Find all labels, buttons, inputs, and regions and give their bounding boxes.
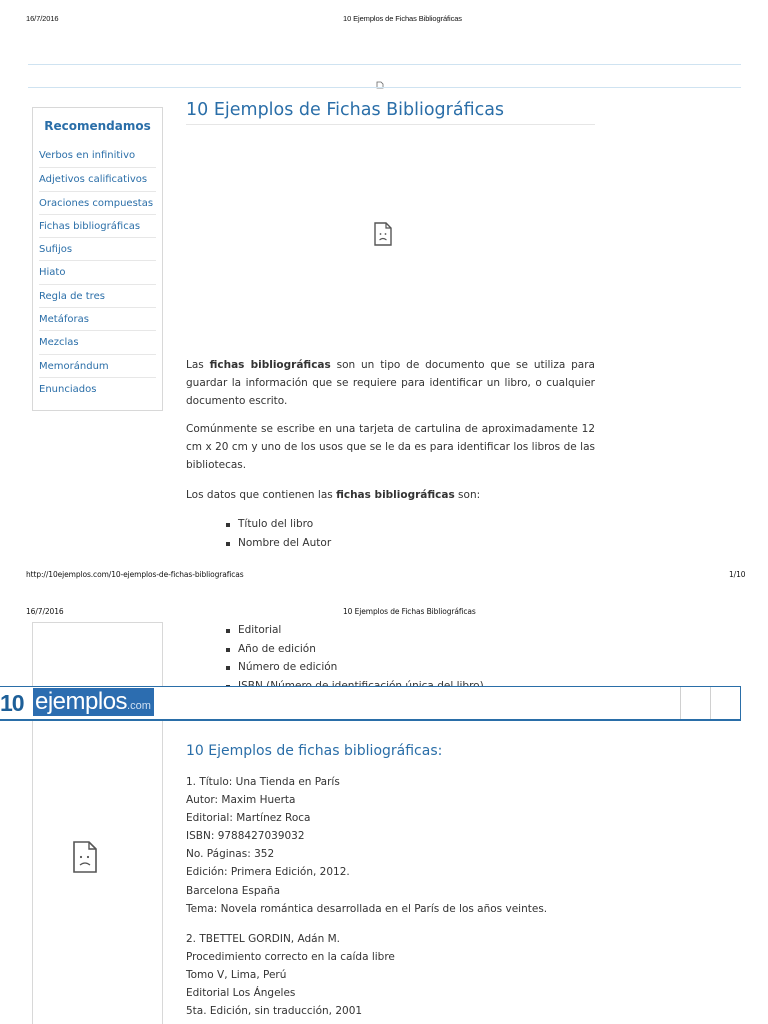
intro-text-post: son un tipo de documento que se utiliza para guardar la información que se requiere para identificar un libro, o cualquier documento escrito. (186, 359, 595, 407)
example-line: Tomo V, Lima, Perú (186, 969, 287, 982)
site-header (0, 686, 741, 720)
print-url: http://10ejemplos.com/10-ejemplos-de-fichas-bibliograficas (26, 570, 244, 579)
example-line: Edición: Primera Edición, 2012. (186, 866, 350, 879)
sidebar-link[interactable]: Enunciados (39, 377, 156, 400)
example-line: No. Páginas: 352 (186, 848, 275, 861)
sidebar-list (33, 144, 162, 400)
example-line: 2. TBETTEL GORDIN, Adán M. (186, 933, 340, 945)
data-list-page1 (226, 515, 331, 552)
print-date-page2: 16/7/2016 (26, 607, 64, 616)
usage-paragraph: Comúnmente se escribe en una tarjeta de cartulina de aproximadamente 12 cm x 20 cm y uno de los usos que se le da es para identificar los libros de las bibliotecas. (186, 423, 595, 471)
sidebar-link[interactable]: Hiato (39, 260, 156, 283)
sidebar-link[interactable]: Adjetivos calificativos (39, 167, 156, 190)
intro-text-pre: Las (186, 359, 210, 371)
intro-bold-term: fichas bibliográficas (209, 359, 331, 371)
header-underline (0, 719, 741, 721)
sidebar-link[interactable]: Fichas bibliográficas (39, 214, 156, 237)
print-page-number: 1/10 (729, 570, 746, 579)
list-item: Número de edición (226, 658, 504, 677)
site-logo-word: ejemplos (35, 688, 128, 715)
broken-image-icon (373, 222, 393, 250)
example-2 (186, 930, 395, 1020)
list-item: Título del libro (226, 515, 331, 534)
print-date: 16/7/2016 (26, 14, 59, 23)
list-item: Nombre del Autor (226, 534, 331, 553)
sidebar-link[interactable]: Mezclas (39, 330, 156, 353)
example-line: Autor: Maxim Huerta (186, 794, 296, 807)
sidebar-link[interactable]: Oraciones compuestas (39, 191, 156, 214)
data-text-pre: Los datos que contienen las (186, 489, 337, 501)
sidebar-link[interactable]: Metáforas (39, 307, 156, 330)
sidebar-title: Recomendamos (44, 119, 151, 133)
search-button[interactable] (680, 687, 711, 719)
top-divider (28, 64, 741, 65)
broken-image-icon (71, 841, 99, 877)
example-line: Procedimiento correcto en la caída libre (186, 951, 395, 964)
sidebar-link[interactable]: Verbos en infinitivo (39, 150, 136, 161)
sidebar-link[interactable]: Memorándum (39, 354, 156, 377)
example-line: 5ta. Edición, sin traducción, 2001 (186, 1005, 363, 1018)
list-item: Año de edición (226, 640, 504, 659)
nav-divider (28, 87, 741, 88)
data-paragraph (186, 486, 595, 504)
examples-heading: 10 Ejemplos de fichas bibliográficas: (186, 743, 443, 759)
sidebar-link[interactable]: Sufijos (39, 237, 156, 260)
site-logo-number[interactable]: 10 (0, 690, 24, 716)
list-item: Editorial (226, 621, 504, 640)
intro-paragraph (186, 356, 595, 410)
print-title-page2: 10 Ejemplos de Fichas Bibliográficas (343, 607, 476, 616)
sidebar-recommended (32, 107, 163, 411)
ad-box (32, 622, 163, 1024)
broken-image-small-icon (376, 76, 384, 84)
sidebar-link[interactable]: Regla de tres (39, 284, 156, 307)
data-text-post: son: (454, 489, 481, 501)
example-line: ISBN: 9788427039032 (186, 830, 305, 843)
example-line: 1. Título: Una Tienda en París (186, 776, 340, 788)
example-line: Editorial Los Ángeles (186, 987, 296, 1000)
print-title: 10 Ejemplos de Fichas Bibliográficas (343, 14, 462, 23)
site-logo[interactable] (33, 688, 154, 716)
page-title: 10 Ejemplos de Fichas Bibliográficas (186, 100, 595, 125)
site-logo-tld: .com (127, 700, 151, 712)
example-line: Tema: Novela romántica desarrollada en el París de los años veintes. (186, 902, 548, 915)
data-bold-term: fichas bibliográficas (336, 489, 455, 501)
example-line: Barcelona España (186, 884, 281, 897)
menu-button[interactable] (710, 687, 741, 719)
example-1 (186, 773, 547, 918)
example-line: Editorial: Martínez Roca (186, 812, 311, 825)
